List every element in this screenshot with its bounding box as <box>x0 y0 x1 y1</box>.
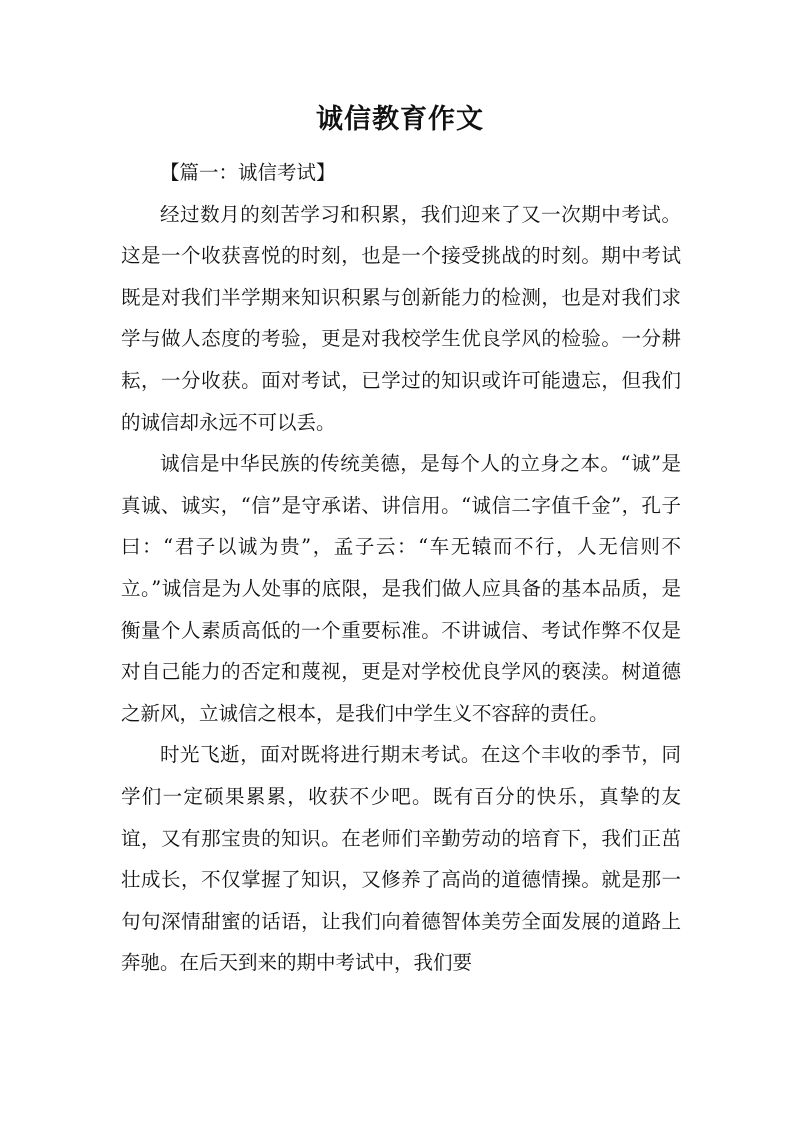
document-title: 诚信教育作文 <box>316 104 484 135</box>
paragraph-1: 经过数月的刻苦学习和积累，我们迎来了又一次期中考试。这是一个收获喜悦的时刻，也是一个接受挑战的时刻。期中考试既是对我们半学期来知识积累与创新能力的检测，也是对我们求学与做人态度的考验，更是对我校学生优良学风的检验。一分耕耘，一分收获。面对考试，已学过的知识或许可能遗忘，但我们的诚信却永远不可以丢。 <box>121 202 681 434</box>
paragraph-3: 时光飞逝，面对既将进行期末考试。在这个丰收的季节，同学们一定硕果累累，收获不少吧。既有百分的快乐，真挚的友谊，又有那宝贵的知识。在老师们辛勤劳动的培育下，我们正茁壮成长，不仅掌握了知识，又修养了高尚的道德情操。就是那一句句深情甜蜜的话语，让我们向着德智体美劳全面发展的道路上奔驰。在后天到来的期中考试中，我们要 <box>121 743 681 975</box>
paragraph-2: 诚信是中华民族的传统美德，是每个人的立身之本。“诚”是真诚、诚实，“信”是守承诺、讲信用。“诚信二字值千金”，孔子曰：“君子以诚为贵”，孟子云：“车无辕而不行，人无信则不立。”诚信是为人处事的底限，是我们做人应具备的基本品质，是衡量个人素质高低的一个重要标准。不讲诚信、考试作弊不仅是对自己能力的否定和蔑视，更是对学校优良学风的亵渎。树道德之新风，立诚信之根本，是我们中学生义不容辞的责任。 <box>121 452 681 725</box>
document-body <box>121 152 681 984</box>
section-heading: 【篇一：诚信考试】 <box>160 161 336 184</box>
